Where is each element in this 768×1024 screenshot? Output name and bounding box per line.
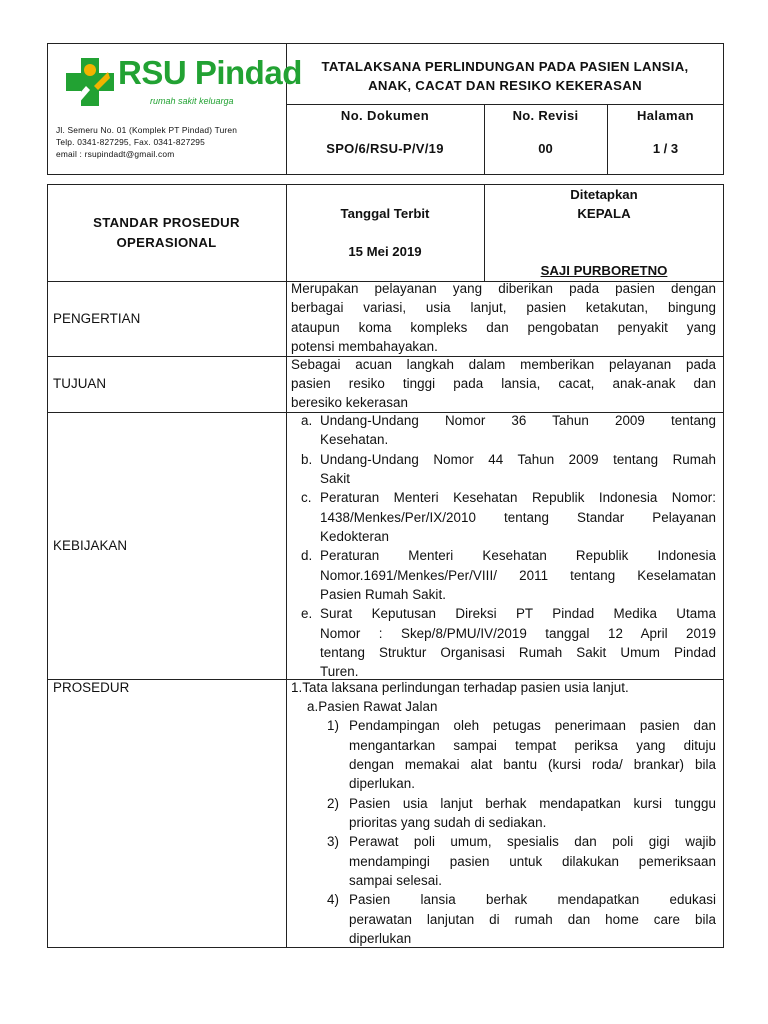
kebijakan-line: tentang Struktur Organisasi Rumah Sakit Umum Pindad bbox=[320, 645, 716, 660]
logo-wordmark: RSU Pindad bbox=[118, 54, 302, 91]
prosedur-line: diperlukan. bbox=[349, 776, 416, 791]
page-label: Halaman bbox=[637, 108, 694, 123]
prosedur-line: Pendampingan oleh petugas penerimaan pasien dan bbox=[349, 718, 716, 733]
pengertian-line: Merupakan pelayanan yang diberikan pada pasien dengan bbox=[291, 281, 716, 296]
prosedur-line: prioritas yang sudah di sediakan. bbox=[349, 815, 547, 830]
cross-logo-icon bbox=[64, 56, 116, 108]
kebijakan-line: Kesehatan. bbox=[320, 432, 389, 447]
sop-title-line-2: OPERASIONAL bbox=[116, 235, 217, 250]
prosedur-line: Pasien usia lanjut berhak mendapatkan kursi tunggu bbox=[349, 796, 716, 811]
prosedur-marker: 4) bbox=[327, 892, 340, 907]
prosedur-line: diperlukan bbox=[349, 931, 412, 946]
kebijakan-line: Sakit bbox=[320, 471, 351, 486]
section-label-pengertian: PENGERTIAN bbox=[53, 311, 141, 326]
kebijakan-line: Pasien Rumah Sakit. bbox=[320, 587, 446, 602]
header-divider-h bbox=[286, 104, 724, 105]
prosedur-marker: 3) bbox=[327, 834, 340, 849]
issue-date-value: 15 Mei 2019 bbox=[348, 244, 422, 259]
prosedur-line: Pasien lansia berhak mendapatkan edukasi bbox=[349, 892, 716, 907]
prosedur-line: Perawat poli umum, spesialis dan poli gigi wajib bbox=[349, 834, 716, 849]
document-title-line-1: TATALAKSANA PERLINDUNGAN PADA PASIEN LANSIA, bbox=[321, 59, 689, 74]
kebijakan-line: Surat Keputusan Direksi PT Pindad Medika Utama bbox=[320, 606, 716, 621]
kebijakan-line: Nomor.1691/Menkes/Per/VIII/ 2011 tentang Keselamatan bbox=[320, 568, 716, 583]
logo-tagline: rumah sakit keluarga bbox=[150, 96, 234, 106]
kebijakan-line: Undang-Undang Nomor 44 Tahun 2009 tentang Rumah bbox=[320, 452, 716, 467]
section-label-prosedur: PROSEDUR bbox=[53, 680, 130, 695]
prosedur-subheading: a.Pasien Rawat Jalan bbox=[307, 699, 438, 714]
kebijakan-marker: c. bbox=[301, 490, 312, 505]
address-line-3: email : rsupindadt@gmail.com bbox=[56, 149, 175, 159]
kebijakan-line: Peraturan Menteri Kesehatan Republik Indonesia bbox=[320, 548, 716, 563]
revision-value: 00 bbox=[538, 141, 553, 156]
kebijakan-line: 1438/Menkes/Per/IX/2010 tentang Standar Pelayanan bbox=[320, 510, 716, 525]
kebijakan-line: Undang-Undang Nomor 36 Tahun 2009 tentang bbox=[320, 413, 716, 428]
kebijakan-line: Peraturan Menteri Kesehatan Republik Indonesia Nomor: bbox=[320, 490, 716, 505]
pengertian-line: berbagai variasi, usia lanjut, pasien ketakutan, bingung bbox=[291, 300, 716, 315]
sop-title-line-1: STANDAR PROSEDUR bbox=[93, 215, 240, 230]
prosedur-line: mendampingi pasien untuk dilakukan pemeriksaan bbox=[349, 854, 716, 869]
kebijakan-marker: e. bbox=[301, 606, 313, 621]
kebijakan-line: Kedokteran bbox=[320, 529, 389, 544]
prosedur-marker: 1) bbox=[327, 718, 340, 733]
prosedur-line: dengan memakai alat bantu (kursi roda/ brankar) bila bbox=[349, 757, 716, 772]
prosedur-marker: 2) bbox=[327, 796, 340, 811]
signer-name: SAJI PURBORETNO bbox=[540, 263, 668, 278]
approval-role: KEPALA bbox=[577, 206, 631, 221]
kebijakan-marker: a. bbox=[301, 413, 313, 428]
doc-number-label: No. Dokumen bbox=[340, 108, 430, 123]
kebijakan-marker: d. bbox=[301, 548, 313, 563]
address-line-2: Telp. 0341-827295, Fax. 0341-827295 bbox=[56, 137, 206, 147]
tujuan-line: pasien resiko tinggi pada lansia, cacat, anak-anak dan bbox=[291, 376, 716, 391]
kebijakan-line: Turen. bbox=[320, 664, 359, 679]
prosedur-line: sampai selesai. bbox=[349, 873, 443, 888]
revision-label: No. Revisi bbox=[512, 108, 579, 123]
kebijakan-marker: b. bbox=[301, 452, 313, 467]
hospital-logo bbox=[64, 54, 302, 112]
prosedur-line: perawatan lanjutan di rumah dan home care bila bbox=[349, 912, 716, 927]
doc-number-value: SPO/6/RSU-P/V/19 bbox=[326, 141, 444, 156]
prosedur-heading: 1.Tata laksana perlindungan terhadap pasien usia lanjut. bbox=[291, 680, 629, 695]
section-label-tujuan: TUJUAN bbox=[53, 376, 107, 391]
tujuan-line: beresiko kekerasan bbox=[291, 395, 409, 410]
address-line-1: Jl. Semeru No. 01 (Komplek PT Pindad) Turen bbox=[56, 125, 238, 135]
issue-date-label: Tanggal Terbit bbox=[340, 206, 430, 221]
pengertian-line: ataupun koma kompleks dan pengobatan penyakit yang bbox=[291, 320, 716, 335]
page-value: 1 / 3 bbox=[652, 141, 679, 156]
prosedur-line: mengantarkan sampai tempat periksa yang dituju bbox=[349, 738, 716, 753]
approval-label: Ditetapkan bbox=[570, 187, 638, 202]
sop-column-divider bbox=[286, 184, 287, 948]
section-label-kebijakan: KEBIJAKAN bbox=[53, 538, 128, 553]
document-title-line-2: ANAK, CACAT DAN RESIKO KEKERASAN bbox=[368, 78, 642, 93]
pengertian-line: potensi membahayakan. bbox=[291, 339, 438, 354]
tujuan-line: Sebagai acuan langkah dalam memberikan pelayanan pada bbox=[291, 357, 716, 372]
kebijakan-line: Nomor : Skep/8/PMU/IV/2019 tanggal 12 April 2019 bbox=[320, 626, 716, 641]
